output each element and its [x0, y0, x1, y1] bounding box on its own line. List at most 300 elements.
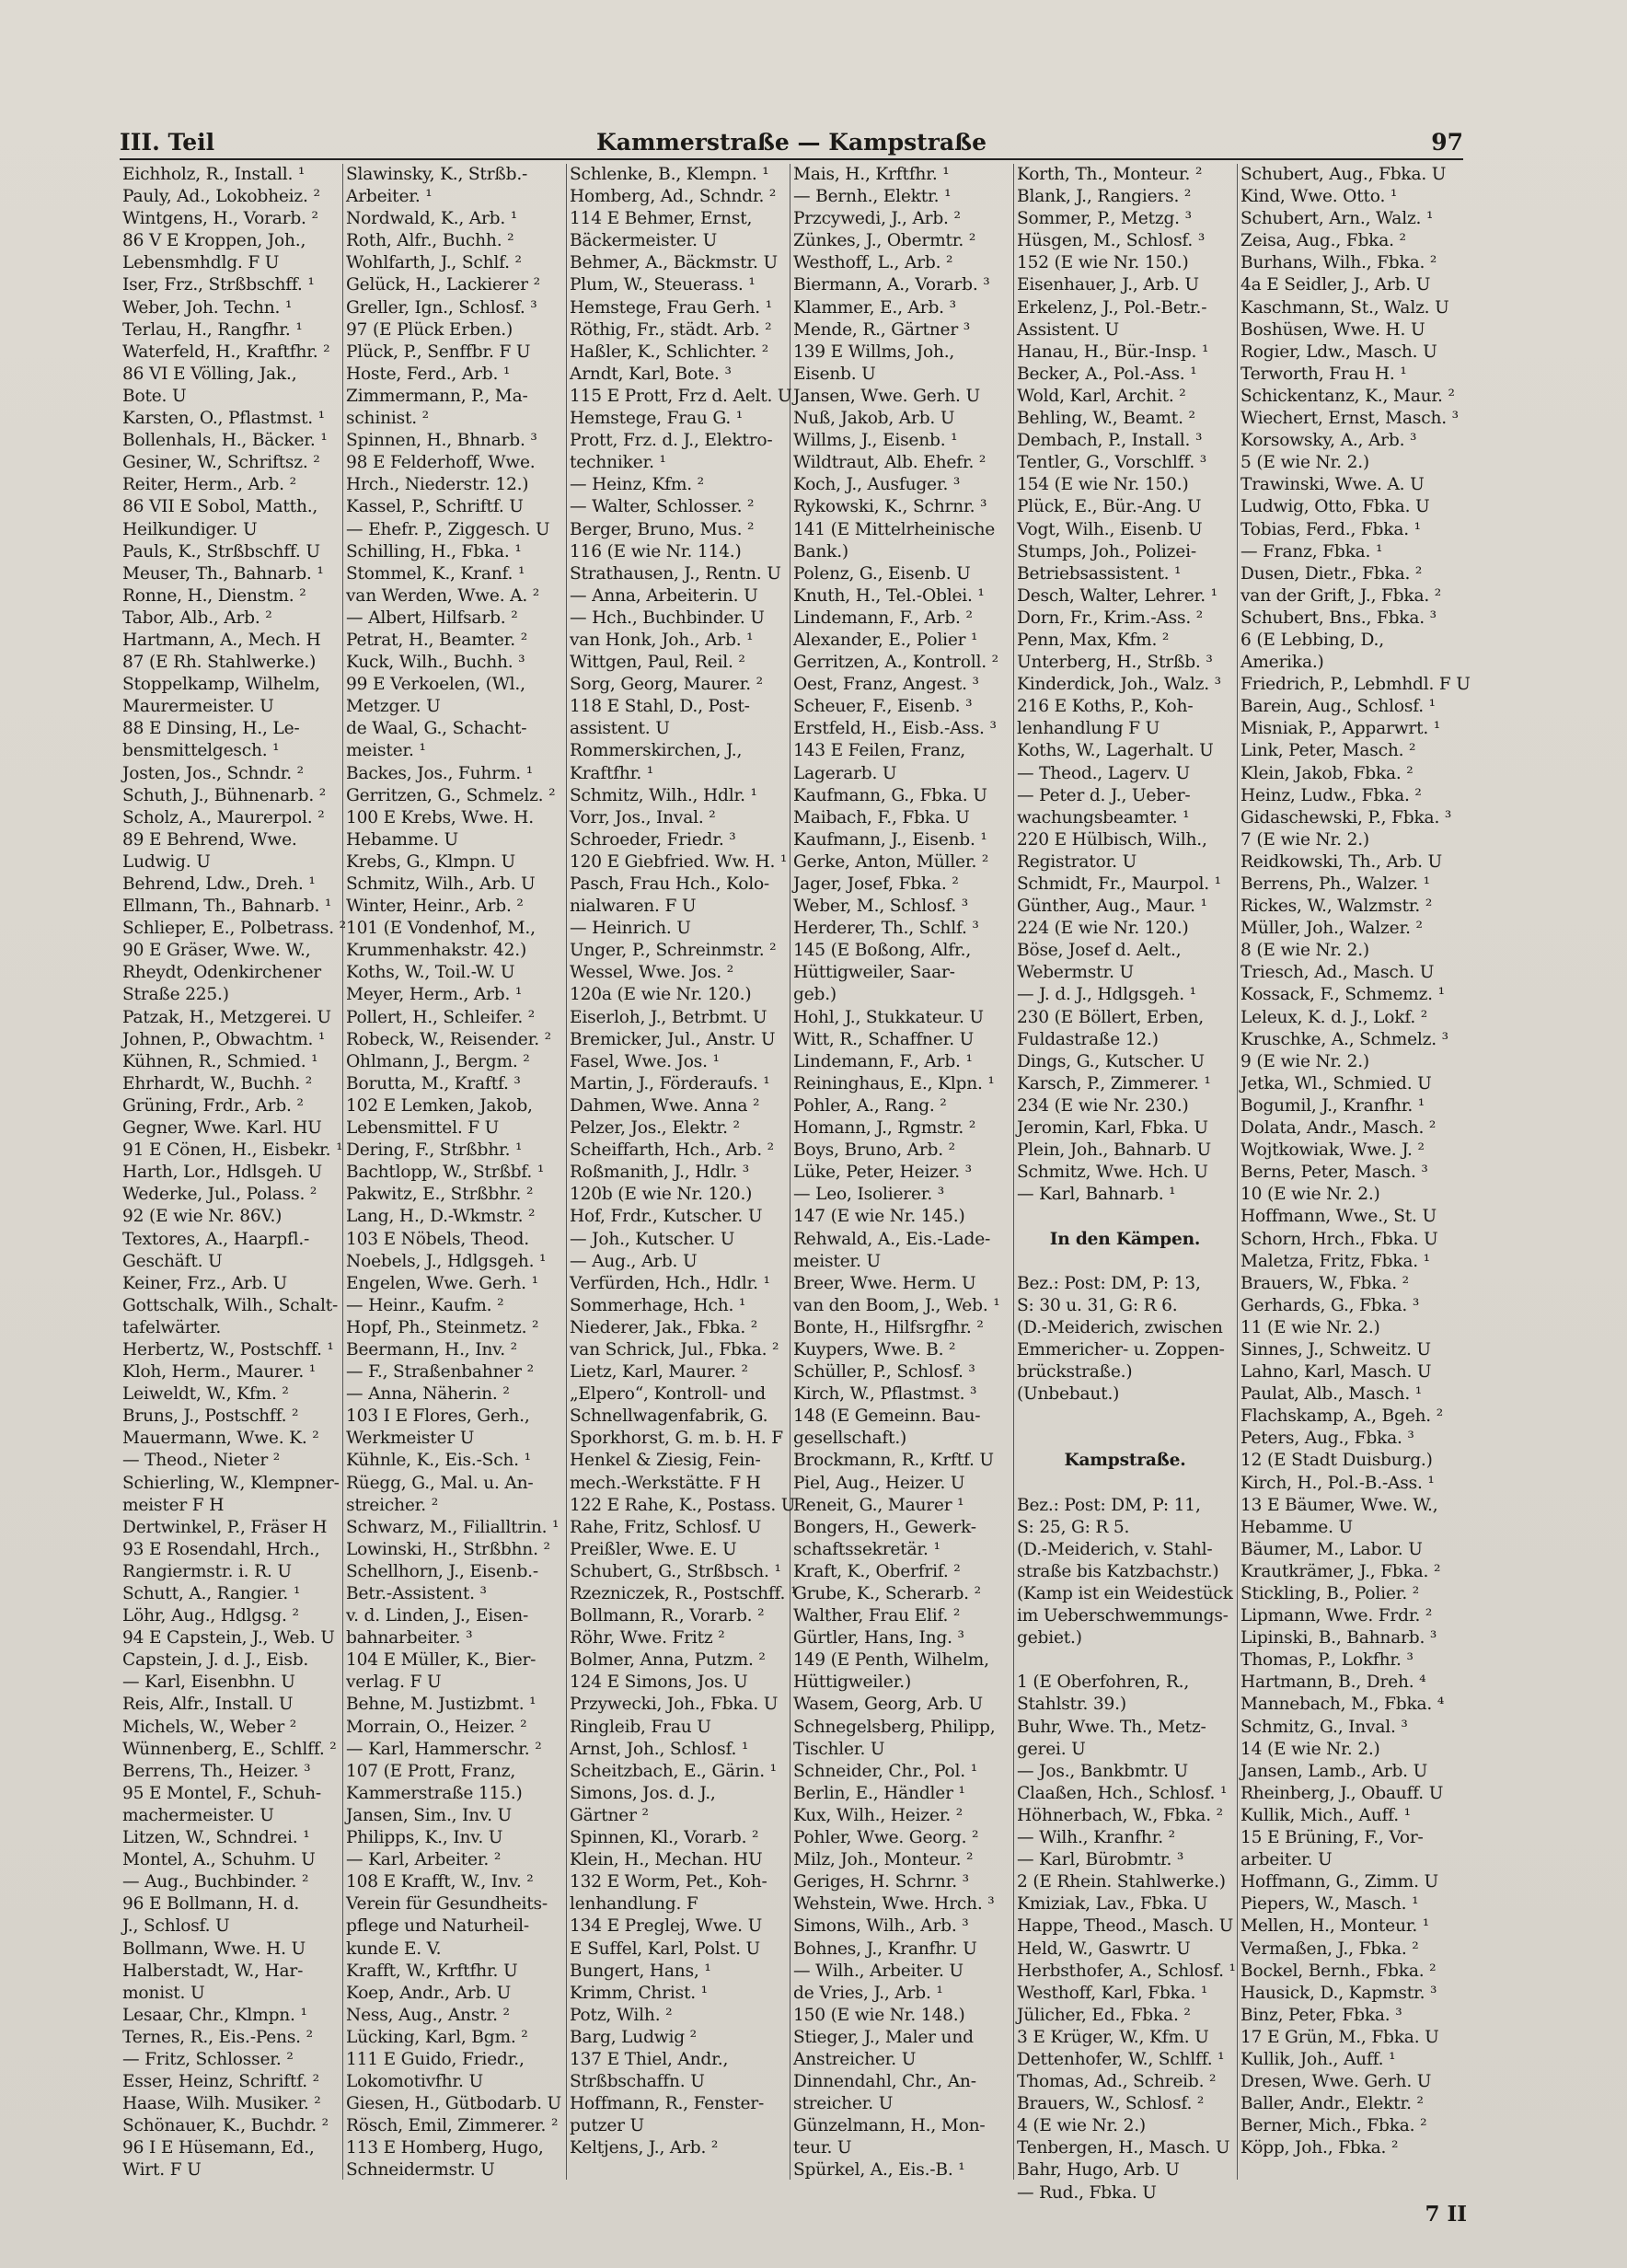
directory-entry: — Ehefr. P., Ziggesch. U	[346, 519, 550, 539]
directory-entry: Kuypers, Wwe. B. ²	[793, 1339, 956, 1360]
directory-entry: verlag. F U	[346, 1672, 442, 1693]
directory-entry: Bohnes, J., Kranfhr. U	[793, 1938, 977, 1959]
directory-entry: Dinnendahl, Chr., An-	[793, 2072, 976, 2092]
directory-entry: de Waal, G., Schacht-	[346, 719, 527, 739]
directory-entry: Jülicher, Ed., Fbka. ²	[1017, 2005, 1191, 2025]
directory-entry: Piel, Aug., Heizer. U	[793, 1473, 965, 1493]
directory-entry: Ellmann, Th., Bahnarb. ¹	[122, 897, 332, 917]
directory-entry: Penn, Max, Kfm. ²	[1017, 630, 1170, 650]
directory-entry: Lindemann, F., Arb. ²	[793, 608, 973, 628]
directory-entry: Kraft, K., Oberfrif. ²	[793, 1561, 961, 1581]
directory-entry: Rommerskirchen, J.,	[570, 741, 743, 761]
directory-entry: — Joh., Kutscher. U	[570, 1229, 735, 1249]
directory-entry: Lebensmittel. F U	[346, 1118, 500, 1139]
directory-entry: 154 (E wie Nr. 150.)	[1017, 475, 1189, 495]
directory-entry: 13 E Bäumer, Wwe. W.,	[1240, 1495, 1438, 1515]
directory-entry: Held, W., Gaswrtr. U	[1017, 1938, 1191, 1959]
directory-entry: nialwaren. F U	[570, 897, 697, 917]
directory-entry: Assistent. U	[1017, 319, 1120, 340]
directory-entry: Hoffmann, G., Zimm. U	[1240, 1872, 1439, 1892]
directory-entry: Reis, Alfr., Install. U	[122, 1695, 294, 1715]
directory-entry: Leiweldt, W., Kfm. ²	[122, 1384, 289, 1405]
directory-entry: Johnen, P., Obwachtm. ¹	[122, 1029, 326, 1049]
directory-entry: bensmittelgesch. ¹	[122, 741, 280, 761]
section-heading: In den Kämpen.	[1049, 1229, 1201, 1249]
directory-entry: Straße 225.)	[122, 985, 229, 1005]
directory-entry: 148 (E Gemeinn. Bau-	[793, 1406, 981, 1427]
directory-entry: Heilkundiger. U	[122, 519, 258, 539]
directory-entry: Przcywedi, J., Arb. ²	[793, 209, 961, 229]
directory-entry: — Anna, Näherin. ²	[346, 1384, 510, 1405]
directory-entry: Wirt. F U	[122, 2160, 202, 2181]
directory-entry: Bonte, H., Hilfsrgfhr. ²	[793, 1317, 984, 1337]
directory-entry: Emmericher- u. Zoppen-	[1017, 1339, 1225, 1360]
directory-entry: schinist. ²	[346, 409, 429, 429]
directory-entry: Beermann, H., Inv. ²	[346, 1339, 517, 1360]
directory-entry: Keiner, Frz., Arb. U	[122, 1273, 288, 1293]
directory-entry: Lowinski, H., Strßbhn. ²	[346, 1539, 550, 1559]
directory-entry: Iser, Frz., Strßbschff. ¹	[122, 275, 315, 295]
directory-entry: Brauers, W., Fbka. ²	[1240, 1273, 1409, 1293]
directory-entry: Jeromin, Karl, Fbka. U	[1017, 1118, 1208, 1139]
directory-entry: Kruschke, A., Schmelz. ³	[1240, 1029, 1448, 1049]
directory-entry: (Kamp ist ein Weidestück	[1017, 1584, 1233, 1603]
directory-entry: Willms, J., Eisenb. ¹	[793, 431, 958, 451]
directory-entry: — Karl, Bahnarb. ¹	[1017, 1185, 1176, 1205]
directory-entry: 113 E Homberg, Hugo,	[346, 2138, 544, 2158]
directory-entry: Gesiner, W., Schriftsz. ²	[122, 453, 320, 473]
column-2	[343, 164, 567, 2180]
directory-entry: Schubert, Bns., Fbka. ³	[1240, 608, 1437, 628]
directory-entry: Bollmann, R., Vorarb. ²	[570, 1606, 765, 1626]
signature-mark: 7 II	[1425, 2202, 1467, 2227]
directory-entry: 17 E Grün, M., Fbka. U	[1240, 2027, 1439, 2047]
directory-entry: Nordwald, K., Arb. ¹	[346, 209, 518, 229]
directory-entry: 216 E Koths, P., Koh-	[1017, 697, 1194, 717]
directory-entry: Noebels, J., Hdlgsgeh. ¹	[346, 1251, 547, 1271]
directory-entry: 149 (E Penth, Wilhelm,	[793, 1650, 989, 1671]
directory-entry: — Heinr., Kaufm. ²	[346, 1295, 504, 1315]
directory-entry: Rheinberg, J., Obauff. U	[1240, 1783, 1444, 1803]
directory-entry: Przywecki, Joh., Fbka. U	[570, 1695, 779, 1715]
directory-entry: bahnarbeiter. ³	[346, 1628, 473, 1649]
directory-entry: Waterfeld, H., Kraftfhr. ²	[122, 341, 330, 362]
directory-entry: E Suffel, Karl, Polst. U	[570, 1938, 760, 1959]
directory-entry: 9 (E wie Nr. 2.)	[1240, 1051, 1369, 1071]
directory-entry: Mauermann, Wwe. K. ²	[122, 1429, 319, 1449]
directory-entry: Dering, F., Strßbhr. ¹	[346, 1140, 523, 1161]
directory-entry: Dings, G., Kutscher. U	[1017, 1051, 1205, 1071]
directory-entry: 234 (E wie Nr. 230.)	[1017, 1095, 1189, 1116]
directory-entry: Bremicker, Jul., Anstr. U	[570, 1029, 776, 1049]
directory-entry: Binz, Peter, Fbka. ³	[1240, 2005, 1402, 2025]
directory-entry: 87 (E Rh. Stahlwerke.)	[122, 653, 317, 673]
directory-entry: 100 E Krebs, Wwe. H.	[346, 807, 534, 827]
directory-entry: Trawinski, Wwe. A. U	[1240, 475, 1425, 495]
directory-entry: Koths, W., Lagerhalt. U	[1017, 741, 1214, 761]
header-rule	[120, 158, 1463, 160]
directory-entry: Triesch, Ad., Masch. U	[1240, 963, 1435, 983]
directory-entry: v. d. Linden, J., Eisen-	[346, 1606, 529, 1626]
directory-entry: Reiter, Herm., Arb. ²	[122, 475, 296, 495]
directory-entry: Hebamme. U	[1240, 1517, 1353, 1537]
directory-entry: Günzelmann, H., Mon-	[793, 2116, 986, 2136]
directory-entry: Wederke, Jul., Polass. ²	[122, 1185, 317, 1205]
directory-entry: 12 (E Stadt Duisburg.)	[1240, 1451, 1433, 1471]
directory-entry: Sorg, Georg, Maurer. ²	[570, 675, 763, 695]
directory-entry: Pakwitz, E., Strßbhr. ²	[346, 1185, 534, 1205]
directory-entry: tafelwärter.	[122, 1317, 222, 1337]
directory-entry: Vogt, Wilh., Eisenb. U	[1017, 519, 1203, 539]
directory-entry: Montel, A., Schuhm. U	[122, 1850, 316, 1870]
directory-entry: Koep, Andr., Arb. U	[346, 1983, 512, 2003]
directory-entry: lenhandlung F U	[1017, 719, 1160, 739]
directory-entry: 103 E Nöbels, Theod.	[346, 1229, 529, 1249]
directory-entry: — Franz, Fbka. ¹	[1240, 541, 1383, 561]
directory-entry: Oest, Franz, Angest. ³	[793, 675, 979, 695]
directory-entry: Kullik, Mich., Auff. ¹	[1240, 1805, 1411, 1825]
directory-entry: — J. d. J., Hdlgsgeh. ¹	[1017, 985, 1196, 1005]
directory-entry: Capstein, J. d. J., Eisb.	[122, 1650, 309, 1671]
directory-entry: Dertwinkel, P., Fräser H	[122, 1517, 328, 1537]
directory-entry: Röthig, Fr., städt. Arb. ²	[570, 319, 772, 340]
directory-entry: Wessel, Wwe. Jos. ²	[570, 963, 733, 983]
directory-entry: Borutta, M., Kraftf. ³	[346, 1073, 521, 1094]
directory-entry: Esser, Heinz, Schriftf. ²	[122, 2072, 319, 2092]
directory-entry: — Aug., Buchbinder. ²	[122, 1872, 309, 1892]
directory-entry: geb.)	[793, 985, 837, 1005]
directory-entry: Schneider, Chr., Pol. ¹	[793, 1761, 977, 1781]
directory-entry: Wintgens, H., Vorarb. ²	[122, 209, 318, 229]
directory-entry: im Ueberschwemmungs-	[1017, 1606, 1229, 1626]
directory-entry: Lipinski, B., Bahnarb. ³	[1240, 1628, 1437, 1649]
directory-entry: Homann, J., Rgmstr. ²	[793, 1118, 976, 1139]
directory-entry: Jager, Josef, Fbka. ²	[793, 874, 959, 894]
directory-entry: Strßbschaffn. U	[570, 2072, 705, 2092]
directory-entry: Lüke, Peter, Heizer. ³	[793, 1163, 972, 1183]
directory-entry: Sporkhorst, G. m. b. H. F	[570, 1429, 784, 1449]
directory-entry: Schnellwagenfabrik, G.	[570, 1406, 768, 1427]
directory-entry: — Karl, Hammerschr. ²	[346, 1739, 542, 1759]
directory-entry: Röhr, Wwe. Fritz ²	[570, 1628, 725, 1649]
directory-entry: Bank.)	[793, 541, 848, 561]
directory-entry: Bez.: Post: DM, P: 13,	[1017, 1273, 1201, 1293]
directory-entry: Boys, Bruno, Arb. ²	[793, 1140, 955, 1161]
directory-entry: (D.-Meiderich, zwischen	[1017, 1317, 1223, 1337]
directory-entry: Erkelenz, J., Pol.-Betr.-	[1017, 297, 1207, 318]
directory-entry: Sinnes, J., Schweitz. U	[1240, 1339, 1431, 1360]
directory-entry: Blank, J., Rangiers. ²	[1017, 187, 1192, 207]
directory-entry	[1017, 1428, 1233, 1450]
directory-entry: Link, Peter, Masch. ²	[1240, 741, 1416, 761]
directory-entry: Buhr, Wwe. Th., Metz-	[1017, 1717, 1206, 1737]
directory-entry: Pohler, Wwe. Georg. ²	[793, 1828, 979, 1848]
directory-entry: Löhr, Aug., Hdlgsg. ²	[122, 1606, 299, 1626]
directory-entry: Piepers, W., Masch. ¹	[1240, 1894, 1419, 1915]
directory-entry: Hanau, H., Bür.-Insp. ¹	[1017, 341, 1209, 362]
directory-entry: Mais, H., Krftfhr. ¹	[793, 165, 950, 184]
directory-entry: Tischler. U	[793, 1739, 885, 1759]
directory-entry: Schubert, G., Strßbsch. ¹	[570, 1561, 781, 1581]
directory-entry: streicher. U	[793, 2094, 894, 2114]
directory-entry: 7 (E wie Nr. 2.)	[1240, 829, 1369, 850]
directory-entry: Happe, Theod., Masch. U	[1017, 1916, 1234, 1937]
directory-entry: 3 E Krüger, W., Kfm. U	[1017, 2027, 1209, 2047]
directory-entry: putzer U	[570, 2116, 645, 2136]
directory-entry: Westhoff, L., Arb. ²	[793, 253, 953, 273]
directory-entry: Hopf, Ph., Steinmetz. ²	[346, 1317, 539, 1337]
directory-entry: Behne, M. Justizbmt. ¹	[346, 1695, 537, 1715]
directory-entry: Bruns, J., Postschff. ²	[122, 1406, 299, 1427]
directory-entry: Schönauer, K., Buchdr. ²	[122, 2116, 329, 2136]
directory-entry: Schlieper, E., Polbetrass. ²	[122, 919, 346, 939]
directory-entry: machermeister. U	[122, 1805, 274, 1825]
directory-entry: Jansen, Wwe. Gerh. U	[793, 386, 980, 406]
directory-entry: Behling, W., Beamt. ²	[1017, 409, 1195, 429]
directory-entry: Haßler, K., Schlichter. ²	[570, 341, 768, 362]
directory-entry: 102 E Lemken, Jakob,	[346, 1095, 533, 1116]
directory-entry: Herderer, Th., Schlf. ³	[793, 919, 979, 939]
directory-entry: Milz, Joh., Monteur. ²	[793, 1850, 974, 1870]
directory-entry: Plück, P., Senffbr. F U	[346, 341, 531, 362]
directory-entry: Schwarz, M., Filialltrin. ¹	[346, 1517, 560, 1537]
directory-entry: Potz, Wilh. ²	[570, 2005, 673, 2025]
directory-entry: Wasem, Georg, Arb. U	[793, 1695, 983, 1715]
directory-entry: Schmitz, Wilh., Hdlr. ¹	[570, 785, 757, 805]
directory-entry: 139 E Willms, Joh.,	[793, 341, 955, 362]
directory-entry: 152 (E wie Nr. 150.)	[1017, 253, 1189, 273]
directory-entry: Textores, A., Haarpfl.-	[122, 1229, 310, 1249]
directory-entry: Gottschalk, Wilh., Schalt-	[122, 1295, 339, 1315]
directory-entry: Philipps, K., Inv. U	[346, 1828, 503, 1848]
directory-entry: Plein, Joh., Bahnarb. U	[1017, 1140, 1212, 1161]
directory-entry: Betr.-Assistent. ³	[346, 1584, 487, 1603]
directory-entry: — Albert, Hilfsarb. ²	[346, 608, 518, 628]
directory-entry: Ohlmann, J., Bergm. ²	[346, 1051, 530, 1071]
directory-entry: Karsten, O., Pflastmst. ¹	[122, 409, 325, 429]
directory-entry: Lindemann, F., Arb. ¹	[793, 1051, 973, 1071]
directory-entry: Geriges, H. Schrnr. ³	[793, 1872, 969, 1892]
directory-entry: straße bis Katzbachstr.)	[1017, 1561, 1219, 1581]
directory-entry: Dolata, Andr., Masch. ²	[1240, 1118, 1437, 1139]
directory-entry: Rangiermstr. i. R. U	[122, 1561, 292, 1581]
directory-entry: kunde E. V.	[346, 1938, 442, 1959]
directory-entry: schaftssekretär. ¹	[793, 1539, 940, 1559]
directory-entry: Günther, Aug., Maur. ¹	[1017, 897, 1207, 917]
directory-entry: 2 (E Rhein. Stahlwerke.)	[1017, 1872, 1226, 1892]
directory-entry: Dusen, Dietr., Fbka. ²	[1240, 563, 1423, 584]
directory-entry: Spürkel, A., Eis.-B. ¹	[793, 2160, 965, 2181]
directory-entry: Thomas, P., Lokfhr. ³	[1240, 1650, 1414, 1671]
directory-entry	[1017, 1473, 1233, 1495]
directory-entry: — Karl, Eisenbhn. U	[122, 1672, 295, 1693]
directory-entry: 4a E Seidler, J., Arb. U	[1240, 275, 1431, 295]
directory-entry: Kossack, F., Schmemz. ¹	[1240, 985, 1445, 1005]
directory-entry: Brauers, W., Schlosf. ²	[1017, 2094, 1205, 2114]
column-3	[567, 164, 798, 2180]
directory-entry: Koch, J., Ausfuger. ³	[793, 475, 961, 495]
directory-entry: Mellen, H., Monteur. ¹	[1240, 1916, 1430, 1937]
directory-entry: Brockmann, R., Krftf. U	[793, 1451, 994, 1471]
directory-entry: Rogier, Ldw., Masch. U	[1240, 341, 1437, 362]
directory-entry: 114 E Behmer, Ernst,	[570, 209, 753, 229]
directory-entry: Korsowsky, A., Arb. ³	[1240, 431, 1417, 451]
directory-entry: Gidaschewski, P., Fbka. ³	[1240, 807, 1452, 827]
directory-entry: Schneidermstr. U	[346, 2160, 495, 2181]
directory-entry: lenhandlung. F	[570, 1894, 698, 1915]
directory-entry: Gegner, Wwe. Karl. HU	[122, 1118, 322, 1139]
directory-entry: Grüning, Frdr., Arb. ²	[122, 1095, 304, 1116]
directory-entry: van den Boom, J., Web. ¹	[793, 1295, 1000, 1315]
directory-entry: Kux, Wilh., Heizer. ²	[793, 1805, 964, 1825]
directory-entry: Schüller, P., Schlosf. ³	[793, 1362, 975, 1383]
directory-entry: Hüttigweiler, Saar-	[793, 963, 955, 983]
directory-entry: 120b (E wie Nr. 120.)	[570, 1185, 753, 1205]
directory-entry: Krautkrämer, J., Fbka. ²	[1240, 1561, 1441, 1581]
directory-entry: Höhnerbach, W., Fbka. ²	[1017, 1805, 1223, 1825]
directory-entry: Lesaar, Chr., Klmpn. ¹	[122, 2005, 307, 2025]
directory-entry: Tabor, Alb., Arb. ²	[122, 608, 272, 628]
directory-entry: Knuth, H., Tel.-Oblei. ¹	[793, 585, 985, 606]
directory-entry: Morrain, O., Heizer. ²	[346, 1717, 527, 1737]
directory-entry: Ringleib, Frau U	[570, 1717, 711, 1737]
column-1	[120, 164, 346, 2181]
directory-entry: Unger, P., Schreinmstr. ²	[570, 941, 777, 961]
directory-entry: Werkmeister U	[346, 1429, 475, 1449]
directory-entry: Lücking, Karl, Bgm. ²	[346, 2027, 528, 2047]
directory-entry: 137 E Thiel, Andr.,	[570, 2049, 729, 2069]
directory-entry: Arndt, Karl, Bote. ³	[570, 364, 732, 384]
directory-entry: Stieger, J., Maler und	[793, 2027, 974, 2047]
directory-entry: Preißler, Wwe. E. U	[570, 1539, 737, 1559]
directory-entry: Engelen, Wwe. Gerh. ¹	[346, 1273, 538, 1293]
directory-entry: Stickling, B., Polier. ²	[1240, 1584, 1419, 1603]
directory-entry: Kraftfhr. ¹	[570, 763, 653, 783]
directory-entry: Simons, Wilh., Arb. ³	[793, 1916, 969, 1937]
directory-entry: 96 E Bollmann, H. d.	[122, 1894, 300, 1915]
directory-entry: Zünkes, J., Obermtr. ²	[793, 231, 976, 251]
directory-entry: Plück, E., Bür.-Ang. U	[1017, 497, 1202, 517]
directory-entry: Sommerhage, Hch. ¹	[570, 1295, 746, 1315]
directory-entry: Krimm, Christ. ¹	[570, 1983, 708, 2003]
directory-entry: Zeisa, Aug., Fbka. ²	[1240, 231, 1406, 251]
directory-entry: 5 (E wie Nr. 2.)	[1240, 453, 1369, 473]
directory-entry: Baller, Andr., Elektr. ²	[1240, 2094, 1424, 2114]
directory-entry: Behrend, Ldw., Dreh. ¹	[122, 874, 316, 894]
directory-entry: Rzezniczek, R., Postschff. ¹	[570, 1584, 798, 1603]
directory-entry: monist. U	[122, 1983, 205, 2003]
directory-entry: 150 (E wie Nr. 148.)	[793, 2005, 965, 2025]
directory-entry: Mende, R., Gärtner ³	[793, 319, 971, 340]
directory-entry: Schellhorn, J., Eisenb.-	[346, 1561, 538, 1581]
directory-entry: — Hch., Buchbinder. U	[570, 608, 765, 628]
directory-entry: — Heinrich. U	[570, 919, 691, 939]
directory-entry: Stommel, K., Kranf. ¹	[346, 563, 525, 584]
directory-entry: Koths, W., Toil.-W. U	[346, 963, 515, 983]
directory-entry: Kirch, H., Pol.-B.-Ass. ¹	[1240, 1473, 1435, 1493]
directory-entry: Gelück, H., Lackierer ²	[346, 275, 540, 295]
directory-entry: — Anna, Arbeiterin. U	[570, 585, 758, 606]
directory-entry: Bachtlopp, W., Strßbf. ¹	[346, 1163, 545, 1183]
directory-entry: 92 (E wie Nr. 86V.)	[122, 1207, 283, 1227]
directory-entry: Spinnen, H., Bhnarb. ³	[346, 431, 537, 451]
directory-entry: Friedrich, P., Lebmhdl. F U	[1240, 675, 1471, 695]
directory-entry: Herbsthofer, A., Schlosf. ¹	[1017, 1961, 1236, 1981]
directory-entry: Lipmann, Wwe. Frdr. ²	[1240, 1606, 1433, 1626]
directory-entry: Harth, Lor., Hdlsgeh. U	[122, 1163, 322, 1183]
directory-entry: Klein, H., Mechan. HU	[570, 1850, 763, 1870]
directory-entry: Registrator. U	[1017, 851, 1137, 872]
directory-entry: Biermann, A., Vorarb. ³	[793, 275, 990, 295]
directory-entry: Terlau, H., Rangfhr. ¹	[122, 319, 303, 340]
directory-entry: 11 (E wie Nr. 2.)	[1240, 1317, 1380, 1337]
directory-entry: Wojtkowiak, Wwe. J. ²	[1240, 1140, 1425, 1161]
directory-entry: (D.-Meiderich, v. Stahl-	[1017, 1539, 1213, 1559]
directory-entry: Peters, Aug., Fbka. ³	[1240, 1429, 1414, 1449]
directory-entry: Dorn, Fr., Krim.-Ass. ²	[1017, 608, 1204, 628]
directory-entry: Terworth, Frau H. ¹	[1240, 364, 1407, 384]
directory-entry: — Jos., Bankbmtr. U	[1017, 1761, 1188, 1781]
directory-entry: 143 E Feilen, Franz,	[793, 741, 966, 761]
directory-entry: Kinderdick, Joh., Walz. ³	[1017, 675, 1221, 695]
directory-entry: Vermaßen, J., Fbka. ²	[1240, 1938, 1419, 1959]
directory-entry: Hohl, J., Stukkateur. U	[793, 1007, 984, 1027]
directory-entry: Rahe, Fritz, Schlosf. U	[570, 1517, 762, 1537]
directory-entry: Rehwald, A., Eis.-Lade-	[793, 1229, 991, 1249]
directory-entry: Hoffmann, R., Fenster-	[570, 2094, 765, 2114]
directory-entry: Schierling, W., Klempner-	[122, 1473, 340, 1493]
directory-entry: Lebensmhdlg. F U	[122, 253, 280, 273]
directory-entry: Schmitz, Wwe. Hch. U	[1017, 1163, 1208, 1183]
directory-entry: Hebamme. U	[346, 829, 458, 850]
directory-entry: Hrch., Niederstr. 12.)	[346, 475, 529, 495]
directory-entry: Schroeder, Friedr. ³	[570, 829, 736, 850]
directory-entry: Zimmermann, P., Ma-	[346, 386, 528, 406]
directory-entry: 6 (E Lebbing, D.,	[1240, 630, 1384, 650]
directory-entry: Behmer, A., Bäckmstr. U	[570, 253, 778, 273]
directory-entry: Berrens, Th., Heizer. ³	[122, 1761, 311, 1781]
directory-entry: Mannebach, M., Fbka. ⁴	[1240, 1695, 1445, 1715]
directory-entry: gebiet.)	[1017, 1628, 1082, 1649]
directory-entry: Pelzer, Jos., Elektr. ²	[570, 1118, 740, 1139]
directory-entry: Scholz, A., Maurerpol. ²	[122, 807, 325, 827]
directory-entry: Scheitzbach, E., Gärin. ¹	[570, 1761, 777, 1781]
directory-entry: 89 E Behrend, Wwe.	[122, 829, 297, 850]
directory-entry: 4 (E wie Nr. 2.)	[1017, 2116, 1146, 2136]
directory-entry: Niederer, Jak., Fbka. ²	[570, 1317, 758, 1337]
directory-entry: Hof, Frdr., Kutscher. U	[570, 1207, 763, 1227]
directory-entry: gerei. U	[1017, 1739, 1086, 1759]
directory-entry: Schubert, Arn., Walz. ¹	[1240, 209, 1434, 229]
directory-entry: Arnst, Joh., Schlosf. ¹	[570, 1739, 749, 1759]
directory-entry: teur. U	[793, 2138, 852, 2158]
directory-entry: Jansen, Sim., Inv. U	[346, 1805, 513, 1825]
directory-entry: 118 E Stahl, D., Post-	[570, 697, 750, 717]
directory-entry: Bollmann, Wwe. H. U	[122, 1938, 306, 1959]
directory-entry: Weber, Joh. Techn. ¹	[122, 297, 293, 318]
directory-entry: Wold, Karl, Archit. ²	[1017, 386, 1186, 406]
directory-entry: 124 E Simons, Jos. U	[570, 1672, 748, 1693]
directory-entry: Krummenhakstr. 42.)	[346, 941, 527, 961]
directory-entry: Fasel, Wwe. Jos. ¹	[570, 1051, 720, 1071]
directory-entry: Kirch, W., Pflastmst. ³	[793, 1384, 977, 1405]
directory-entry: Erstfeld, H., Eisb.-Ass. ³	[793, 719, 997, 739]
directory-entry: 98 E Felderhoff, Wwe.	[346, 453, 536, 473]
directory-entry: 220 E Hülbisch, Wilh.,	[1017, 829, 1207, 850]
directory-entry: Krebs, G., Klmpn. U	[346, 851, 516, 872]
directory-entry: Schilling, H., Fbka. ¹	[346, 541, 522, 561]
directory-entry: Berns, Peter, Masch. ³	[1240, 1163, 1428, 1183]
